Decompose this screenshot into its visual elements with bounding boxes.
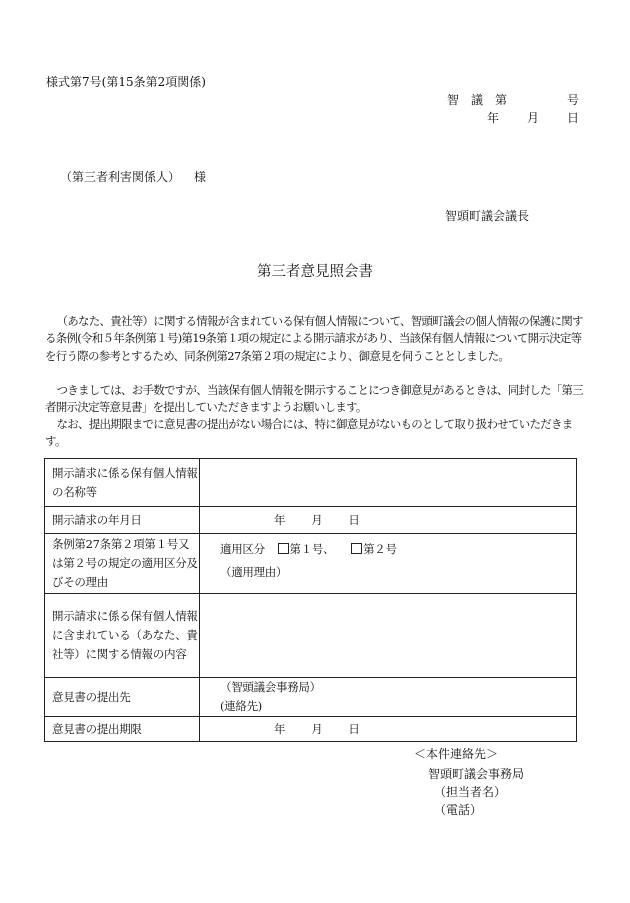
date-month: 月 bbox=[527, 111, 540, 125]
inquiry-table bbox=[44, 458, 577, 742]
document-number-suffix: 号 bbox=[567, 93, 580, 107]
checkbox-item-1[interactable] bbox=[278, 543, 289, 554]
row-value-info-content bbox=[200, 594, 577, 678]
deadline-day: 日 bbox=[348, 721, 360, 736]
table-row bbox=[45, 594, 577, 678]
category-options bbox=[220, 540, 576, 559]
deadline-month: 月 bbox=[311, 721, 323, 736]
body-paragraph-3: なお、提出期限までに意見書の提出がない場合には、特に御意見がないものとして取り扱わせていただきます。 bbox=[45, 417, 573, 449]
row-label-request-date: 開示請求の年月日 bbox=[45, 507, 200, 534]
addressee-name: （第三者利害関係人） bbox=[60, 170, 181, 184]
addressee-honorific: 様 bbox=[194, 170, 207, 184]
category-option-1: 第１号、 bbox=[289, 542, 335, 556]
category-reason: （適用理由） bbox=[220, 565, 288, 579]
request-date-month: 月 bbox=[311, 512, 323, 527]
row-label-applicable-category: 条例第27条第２項第１号又は第２号の規定の適用区分及びその理由 bbox=[45, 534, 200, 594]
table-row bbox=[45, 534, 577, 594]
request-date-day: 日 bbox=[348, 512, 360, 527]
submission-office: （智頭議会事務局） bbox=[220, 680, 321, 694]
date-year: 年 bbox=[487, 111, 500, 125]
contact-heading: ＜本件連絡先＞ bbox=[414, 747, 499, 761]
sender: 智頭町議会議長 bbox=[445, 209, 530, 223]
category-label: 適用区分 bbox=[220, 542, 265, 556]
body-paragraph-1: （あなた、貴社等）に関する情報が含まれている保有個人情報について、智頭町議会の個人情報の保護に関する条例(令和５年条例第１号)第19条第１項の規定による開示請求があり、当該保有個人情報について開示決定等を行う際の参考とするため、同条例第27条第２項の規定により、御意見を伺うこととしました。 bbox=[45, 314, 583, 363]
date-day: 日 bbox=[567, 111, 580, 125]
row-value-applicable-category bbox=[200, 534, 577, 594]
table-row bbox=[45, 678, 577, 717]
contact-phone: （電話） bbox=[434, 803, 483, 817]
submission-contact: (連絡先) bbox=[220, 699, 262, 713]
row-label-info-content: 開示請求に係る保有個人情報に含まれている（あなた、貴社等）に関する情報の内容 bbox=[45, 594, 200, 678]
row-label-submission-deadline: 意見書の提出期限 bbox=[45, 717, 200, 742]
document-number-prefix: 智 議 第 bbox=[447, 93, 508, 107]
body-paragraph-2: つきましては、お手数ですが、当該保有個人情報を開示することにつき御意見があるときは、同封した「第三者開示決定等意見書」を提出していただきますようお願いします。 bbox=[45, 383, 584, 415]
row-value-submission-destination bbox=[200, 678, 577, 717]
table-row bbox=[45, 459, 577, 507]
addressee bbox=[60, 169, 206, 185]
contact-office: 智頭町議会事務局 bbox=[428, 767, 525, 781]
row-label-requested-info-name: 開示請求に係る保有個人情報の名称等 bbox=[45, 459, 200, 507]
row-value-request-date bbox=[200, 507, 577, 534]
table-row bbox=[45, 717, 577, 742]
checkbox-item-2[interactable] bbox=[351, 543, 362, 554]
request-date-year: 年 bbox=[274, 512, 286, 527]
row-label-submission-destination: 意見書の提出先 bbox=[45, 678, 200, 717]
form-number: 様式第7号(第15条第2項関係) bbox=[46, 75, 206, 89]
table-row bbox=[45, 507, 577, 534]
row-value-submission-deadline bbox=[200, 717, 577, 742]
contact-person: （担当者名） bbox=[434, 785, 507, 799]
row-value-requested-info-name bbox=[200, 459, 577, 507]
category-option-2: 第２号 bbox=[363, 542, 397, 556]
page-title: 第三者意見照会書 bbox=[257, 264, 373, 280]
deadline-year: 年 bbox=[274, 721, 286, 736]
